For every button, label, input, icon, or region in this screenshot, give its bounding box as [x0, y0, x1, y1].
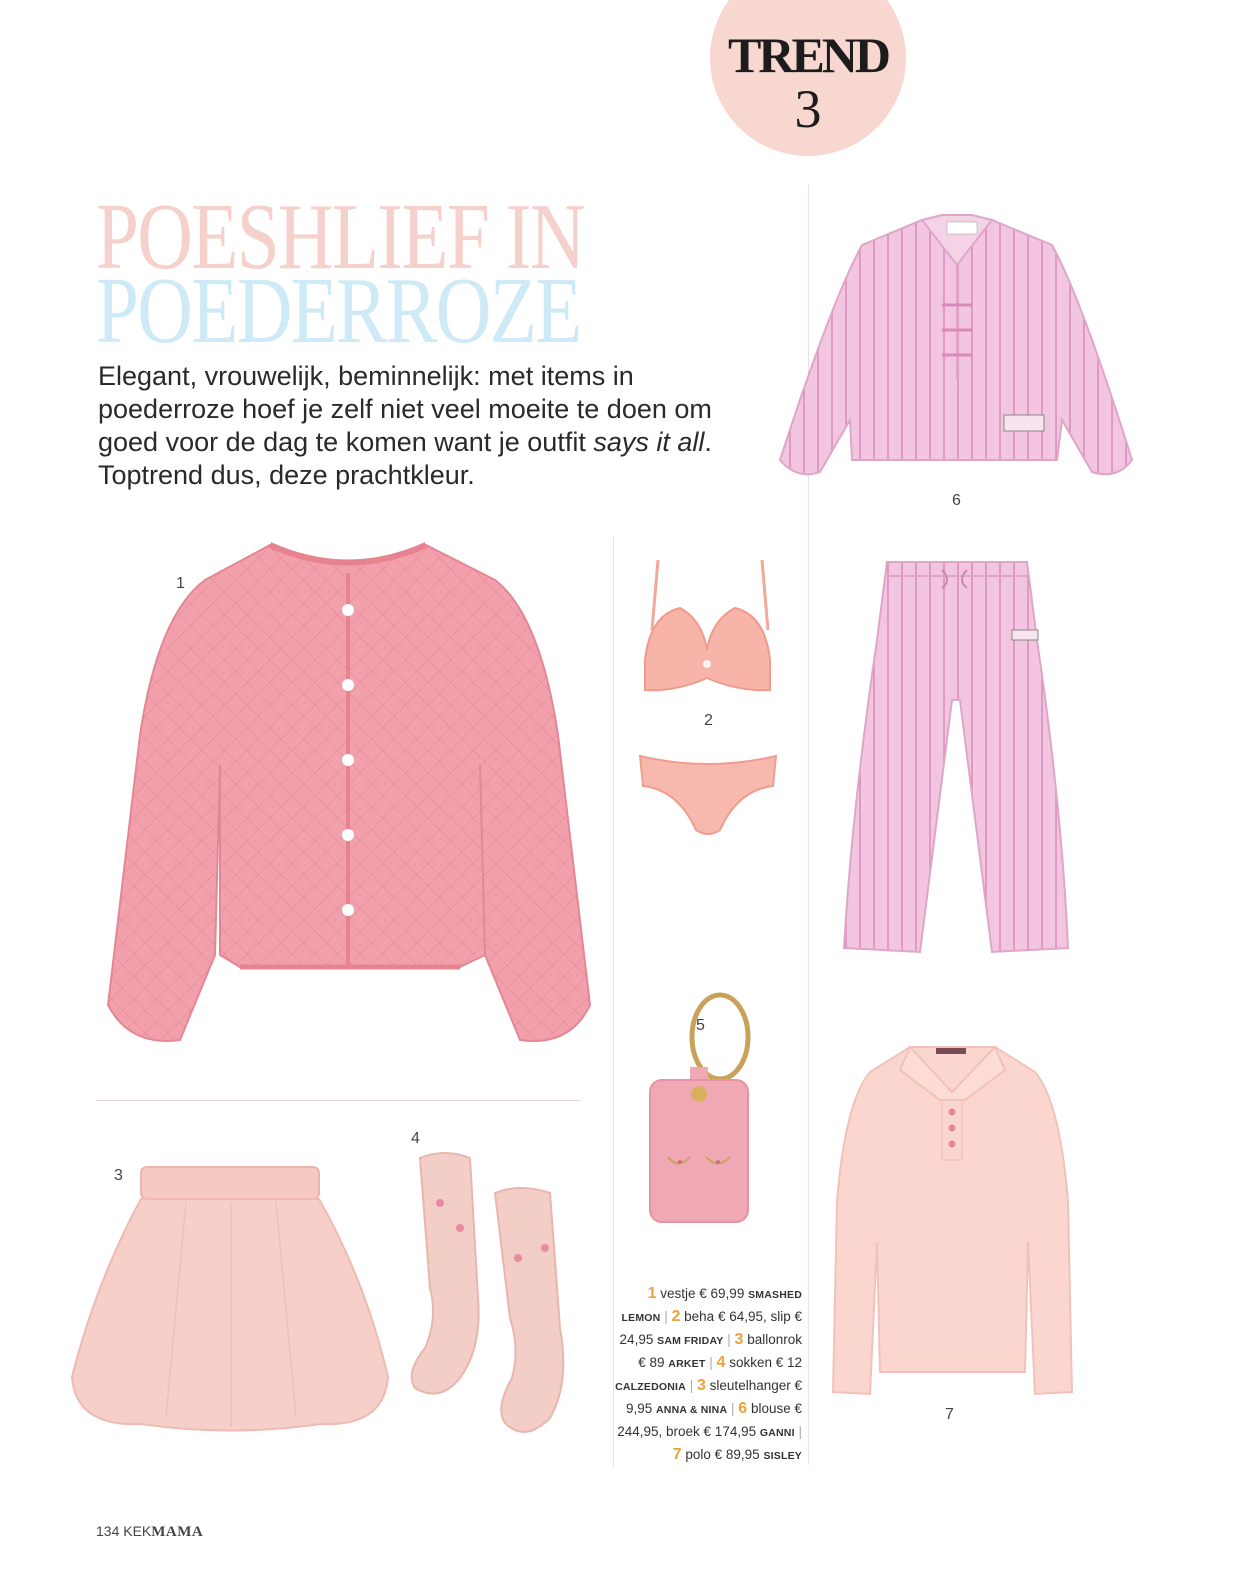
polo-illustration — [830, 1042, 1075, 1402]
product-balloon-skirt[interactable] — [66, 1162, 396, 1437]
price-num-3: 3 — [734, 1331, 744, 1348]
price-num-6: 6 — [738, 1400, 748, 1417]
price-text-1: vestje € 69,99 — [660, 1286, 745, 1301]
divider-horizontal — [96, 1100, 580, 1101]
price-brand-1: SMASHED LEMON — [621, 1289, 802, 1324]
price-num-5: 3 — [697, 1377, 706, 1394]
socks-illustration — [400, 1148, 590, 1443]
label-item-2: 2 — [704, 712, 713, 729]
label-item-6: 6 — [952, 492, 961, 509]
intro-part-2: . Toptrend dus, deze prachtkleur. — [98, 427, 712, 490]
trend-label: TREND — [727, 27, 889, 83]
product-quilted-cardigan[interactable] — [100, 535, 600, 1050]
price-num-2: 2 — [671, 1308, 681, 1325]
price-brand-3: ARKET — [668, 1358, 706, 1370]
magazine-brand-bold: MAMA — [151, 1524, 204, 1540]
price-brand-7: SISLEY — [763, 1450, 802, 1462]
price-text-4: sokken € 12 — [729, 1355, 802, 1370]
page-footer — [96, 1523, 203, 1541]
page-number: 134 — [96, 1523, 120, 1539]
headline-line-1: POESHLIEF IN — [96, 185, 584, 289]
trousers-illustration — [842, 560, 1072, 960]
price-num-1: 1 — [647, 1285, 657, 1302]
label-item-7: 7 — [945, 1406, 954, 1423]
skirt-illustration — [66, 1162, 396, 1437]
product-lace-briefs[interactable] — [638, 748, 778, 838]
label-item-3: 3 — [114, 1167, 123, 1184]
price-text-5: sleutelhanger € 9,95 — [625, 1378, 802, 1416]
price-text-7: polo € 89,95 — [685, 1447, 760, 1462]
price-text-6: blouse € 244,95, broek € 174,95 — [617, 1401, 802, 1439]
cardigan-illustration — [100, 535, 600, 1050]
product-lace-bra[interactable] — [640, 560, 775, 700]
magazine-brand-light: KEK — [123, 1523, 152, 1539]
price-num-4: 4 — [716, 1354, 726, 1371]
intro-italic: says it all — [593, 427, 705, 457]
briefs-illustration — [638, 748, 778, 838]
product-leather-keyring[interactable] — [648, 992, 758, 1232]
price-list: 1 vestje € 69,99 SMASHED LEMON | 2 beha € 64,95, slip € 24,95 SAM FRIDAY | 3 ballonrok € 89 ARKET | 4 sokken € 12 CALZEDONIA | 3 sleutelhanger € 9,95 ANNA & NINA | 6 blouse € 244,95, broek € 174,95 GANNI | 7 polo € 89,95 SISLEY — [615, 1285, 802, 1463]
price-brand-5: ANNA & NINA — [656, 1404, 728, 1416]
bra-illustration — [640, 560, 775, 700]
product-striped-trousers[interactable] — [842, 560, 1072, 960]
label-item-5: 5 — [696, 1017, 705, 1034]
label-item-1: 1 — [176, 575, 185, 592]
blouse-illustration — [772, 210, 1142, 485]
price-num-7: 7 — [672, 1446, 682, 1463]
trend-badge — [710, 0, 906, 156]
trend-number: 3 — [794, 79, 822, 139]
intro-part-1: Elegant, vrouwelijk, beminnelijk: met items in poederroze hoef je zelf niet veel moeite te doen om goed voor de dag te komen want je outfit — [98, 361, 712, 457]
price-text-2: beha € 64,95, slip € 24,95 — [619, 1309, 802, 1347]
headline-line-2: POEDERROZE — [96, 259, 581, 363]
price-brand-4: CALZEDONIA — [615, 1381, 686, 1393]
product-fluffy-polo[interactable] — [830, 1042, 1075, 1402]
keyring-illustration — [648, 992, 758, 1232]
product-bow-socks[interactable] — [400, 1148, 590, 1443]
price-brand-6: GANNI — [759, 1427, 795, 1439]
intro-text — [98, 360, 758, 492]
label-item-4: 4 — [411, 1130, 420, 1147]
price-brand-2: SAM FRIDAY — [657, 1335, 724, 1347]
product-striped-blouse[interactable] — [772, 210, 1142, 485]
price-text-3: ballonrok € 89 — [638, 1332, 802, 1370]
